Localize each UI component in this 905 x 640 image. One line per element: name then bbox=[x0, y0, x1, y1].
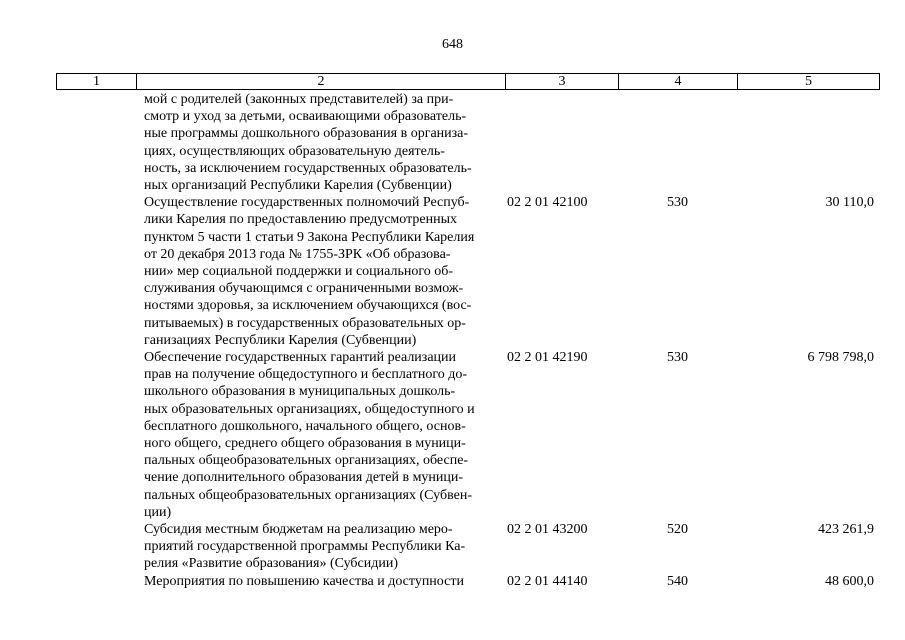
row-description-text: мой с родителей (законных представителей) за при- смотр и уход за детьми, осваивающими образователь- ные программы дошкольного образования в организа- циях, осуществляющих образовательную деятель- ность, за исключением государственных образователь- ных организаций Республики Карелия (Субвенции) bbox=[144, 92, 472, 194]
row-description bbox=[56, 521, 505, 573]
row-type: 520 bbox=[667, 522, 688, 538]
row-description bbox=[56, 573, 505, 590]
row-code: 02 2 01 42100 bbox=[507, 195, 588, 211]
row-description-text: Обеспечение государственных гарантий реализации прав на получение общедоступного и бесплатного до- школьного образования в муниципальных дошколь- ных образовательных организациях, общедоступного и бесплатного дошкольного, начального общего, основ- ного общего, среднего общего образования в муници- пальных общеобразовательных организациях, обеспе- чение дополнительного образования детей в муници- пальных общеобразовательных организациях (Субвен- ции) bbox=[144, 350, 475, 520]
row-type: 530 bbox=[667, 350, 688, 366]
row-description-text: Субсидия местным бюджетам на реализацию меро- приятий государственной программы Республики Ка- релия «Развитие образования» (Субсидии) bbox=[144, 522, 466, 572]
row-amount: 6 798 798,0 bbox=[807, 350, 874, 366]
table-row bbox=[56, 349, 880, 521]
row-amount: 48 600,0 bbox=[825, 573, 874, 589]
row-amount: 423 261,9 bbox=[818, 522, 874, 538]
row-description bbox=[56, 194, 505, 349]
row-type: 540 bbox=[667, 573, 688, 589]
row-description bbox=[56, 349, 505, 521]
row-description-text: Мероприятия по повышению качества и доступности bbox=[144, 573, 464, 589]
row-code: 02 2 01 43200 bbox=[507, 522, 588, 538]
row-code bbox=[497, 91, 618, 194]
row-code: 02 2 01 42190 bbox=[507, 350, 588, 366]
page-number: 648 bbox=[442, 37, 463, 52]
header-col-4: 4 bbox=[619, 74, 738, 89]
row-type bbox=[618, 91, 737, 194]
row-code: 02 2 01 44140 bbox=[507, 573, 588, 589]
table-row bbox=[56, 573, 880, 590]
header-col-2: 2 bbox=[137, 74, 506, 89]
row-description-text: Осуществление государственных полномочий Респуб- лики Карелия по предоставлению предусмотренных пунктом 5 части 1 статьи 9 Закона Республики Карелия от 20 декабря 2013 года № 1755-ЗРК «Об образова- нии» мер социальной поддержки и социального об- служивания обучающимся с ограниченными возмож- ностями здоровья, за исключением обучающихся (вос- питываемых) в государственных образовательных ор- ганизациях Республики Карелия (Субвенции) bbox=[144, 195, 475, 348]
table-body bbox=[56, 91, 880, 590]
row-type: 530 bbox=[667, 195, 688, 211]
header-col-5: 5 bbox=[805, 74, 812, 89]
row-amount: 30 110,0 bbox=[825, 195, 874, 211]
table-row bbox=[56, 91, 880, 194]
table-row bbox=[56, 194, 880, 349]
row-amount bbox=[737, 91, 880, 194]
table-header bbox=[56, 73, 880, 90]
header-col-3: 3 bbox=[506, 74, 619, 89]
table-row bbox=[56, 521, 880, 573]
row-description bbox=[56, 91, 505, 194]
header-col-1: 1 bbox=[57, 74, 137, 89]
